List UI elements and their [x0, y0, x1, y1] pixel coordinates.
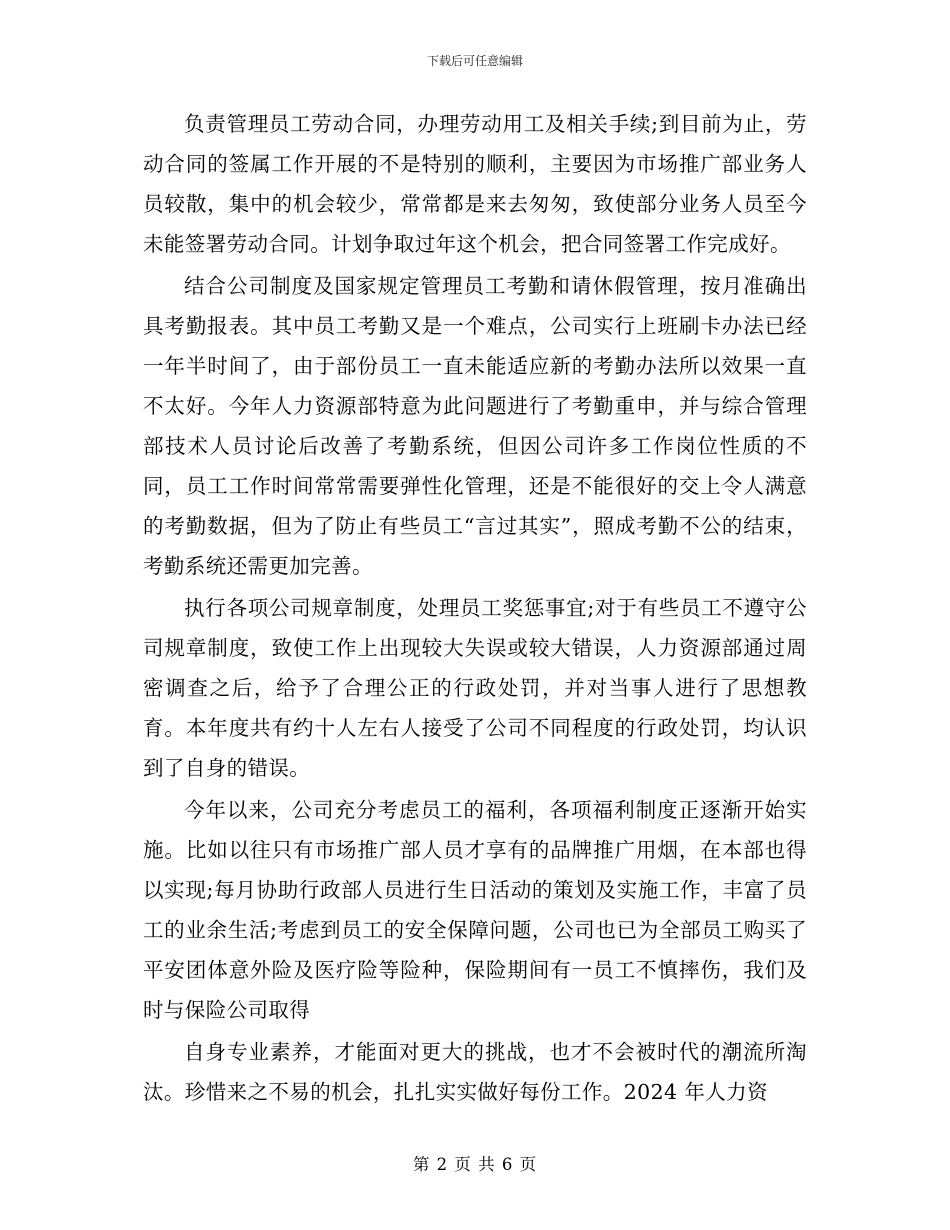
paragraph-rules-discipline: 执行各项公司规章制度，处理员工奖惩事宜;对于有些员工不遵守公司规章制度，致使工作上出现较大失误或较大错误，人力资源部通过周密调查之后，给予了合理公正的行政处罚，并对当事人进行了思想教育。本年度共有约十人左右人接受了公司不同程度的行政处罚，均认识到了自身的错误。 [143, 596, 807, 780]
document-body [143, 104, 807, 1114]
paragraph-professional-growth: 自身专业素养，才能面对更大的挑战，也才不会被时代的潮流所淘汰。珍惜来之不易的机会，扎扎实实做好每份工作。2024 年人力资 [143, 1040, 807, 1104]
paragraph-attendance: 结合公司制度及国家规定管理员工考勤和请休假管理，按月准确出具考勤报表。其中员工考勤又是一个难点，公司实行上班刷卡办法已经一年半时间了，由于部份员工一直未能适应新的考勤办法所以效果一直不太好。今年人力资源部特意为此问题进行了考勤重申，并与综合管理部技术人员讨论后改善了考勤系统，但因公司许多工作岗位性质的不同，员工工作时间常常需要弹性化管理，还是不能很好的交上令人满意的考勤数据，但为了防止有些员工“言过其实”，照成考勤不公的结束，考勤系统还需更加完善。 [143, 274, 807, 578]
page-number-footer: 第 2 页 共 6 页 [412, 1155, 538, 1174]
paragraph-welfare: 今年以来，公司充分考虑员工的福利，各项福利制度正逐渐开始实施。比如以往只有市场推广部人员才享有的品牌推广用烟，在本部也得以实现;每月协助行政部人员进行生日活动的策划及实施工作，丰富了员工的业余生活;考虑到员工的安全保障问题，公司也已为全部员工购买了平安团体意外险及医疗险等险种，保险期间有一员工不慎摔伤，我们及时与保险公司取得 [143, 798, 807, 1022]
paragraph-labor-contracts: 负责管理员工劳动合同，办理劳动用工及相关手续;到目前为止，劳动合同的签属工作开展的不是特别的顺利，主要因为市场推广部业务人员较散，集中的机会较少，常常都是来去匆匆，致使部分业务人员至今未能签署劳动合同。计划争取过年这个机会，把合同签署工作完成好。 [143, 112, 807, 256]
header-note: 下载后可任意编辑 [426, 54, 523, 68]
